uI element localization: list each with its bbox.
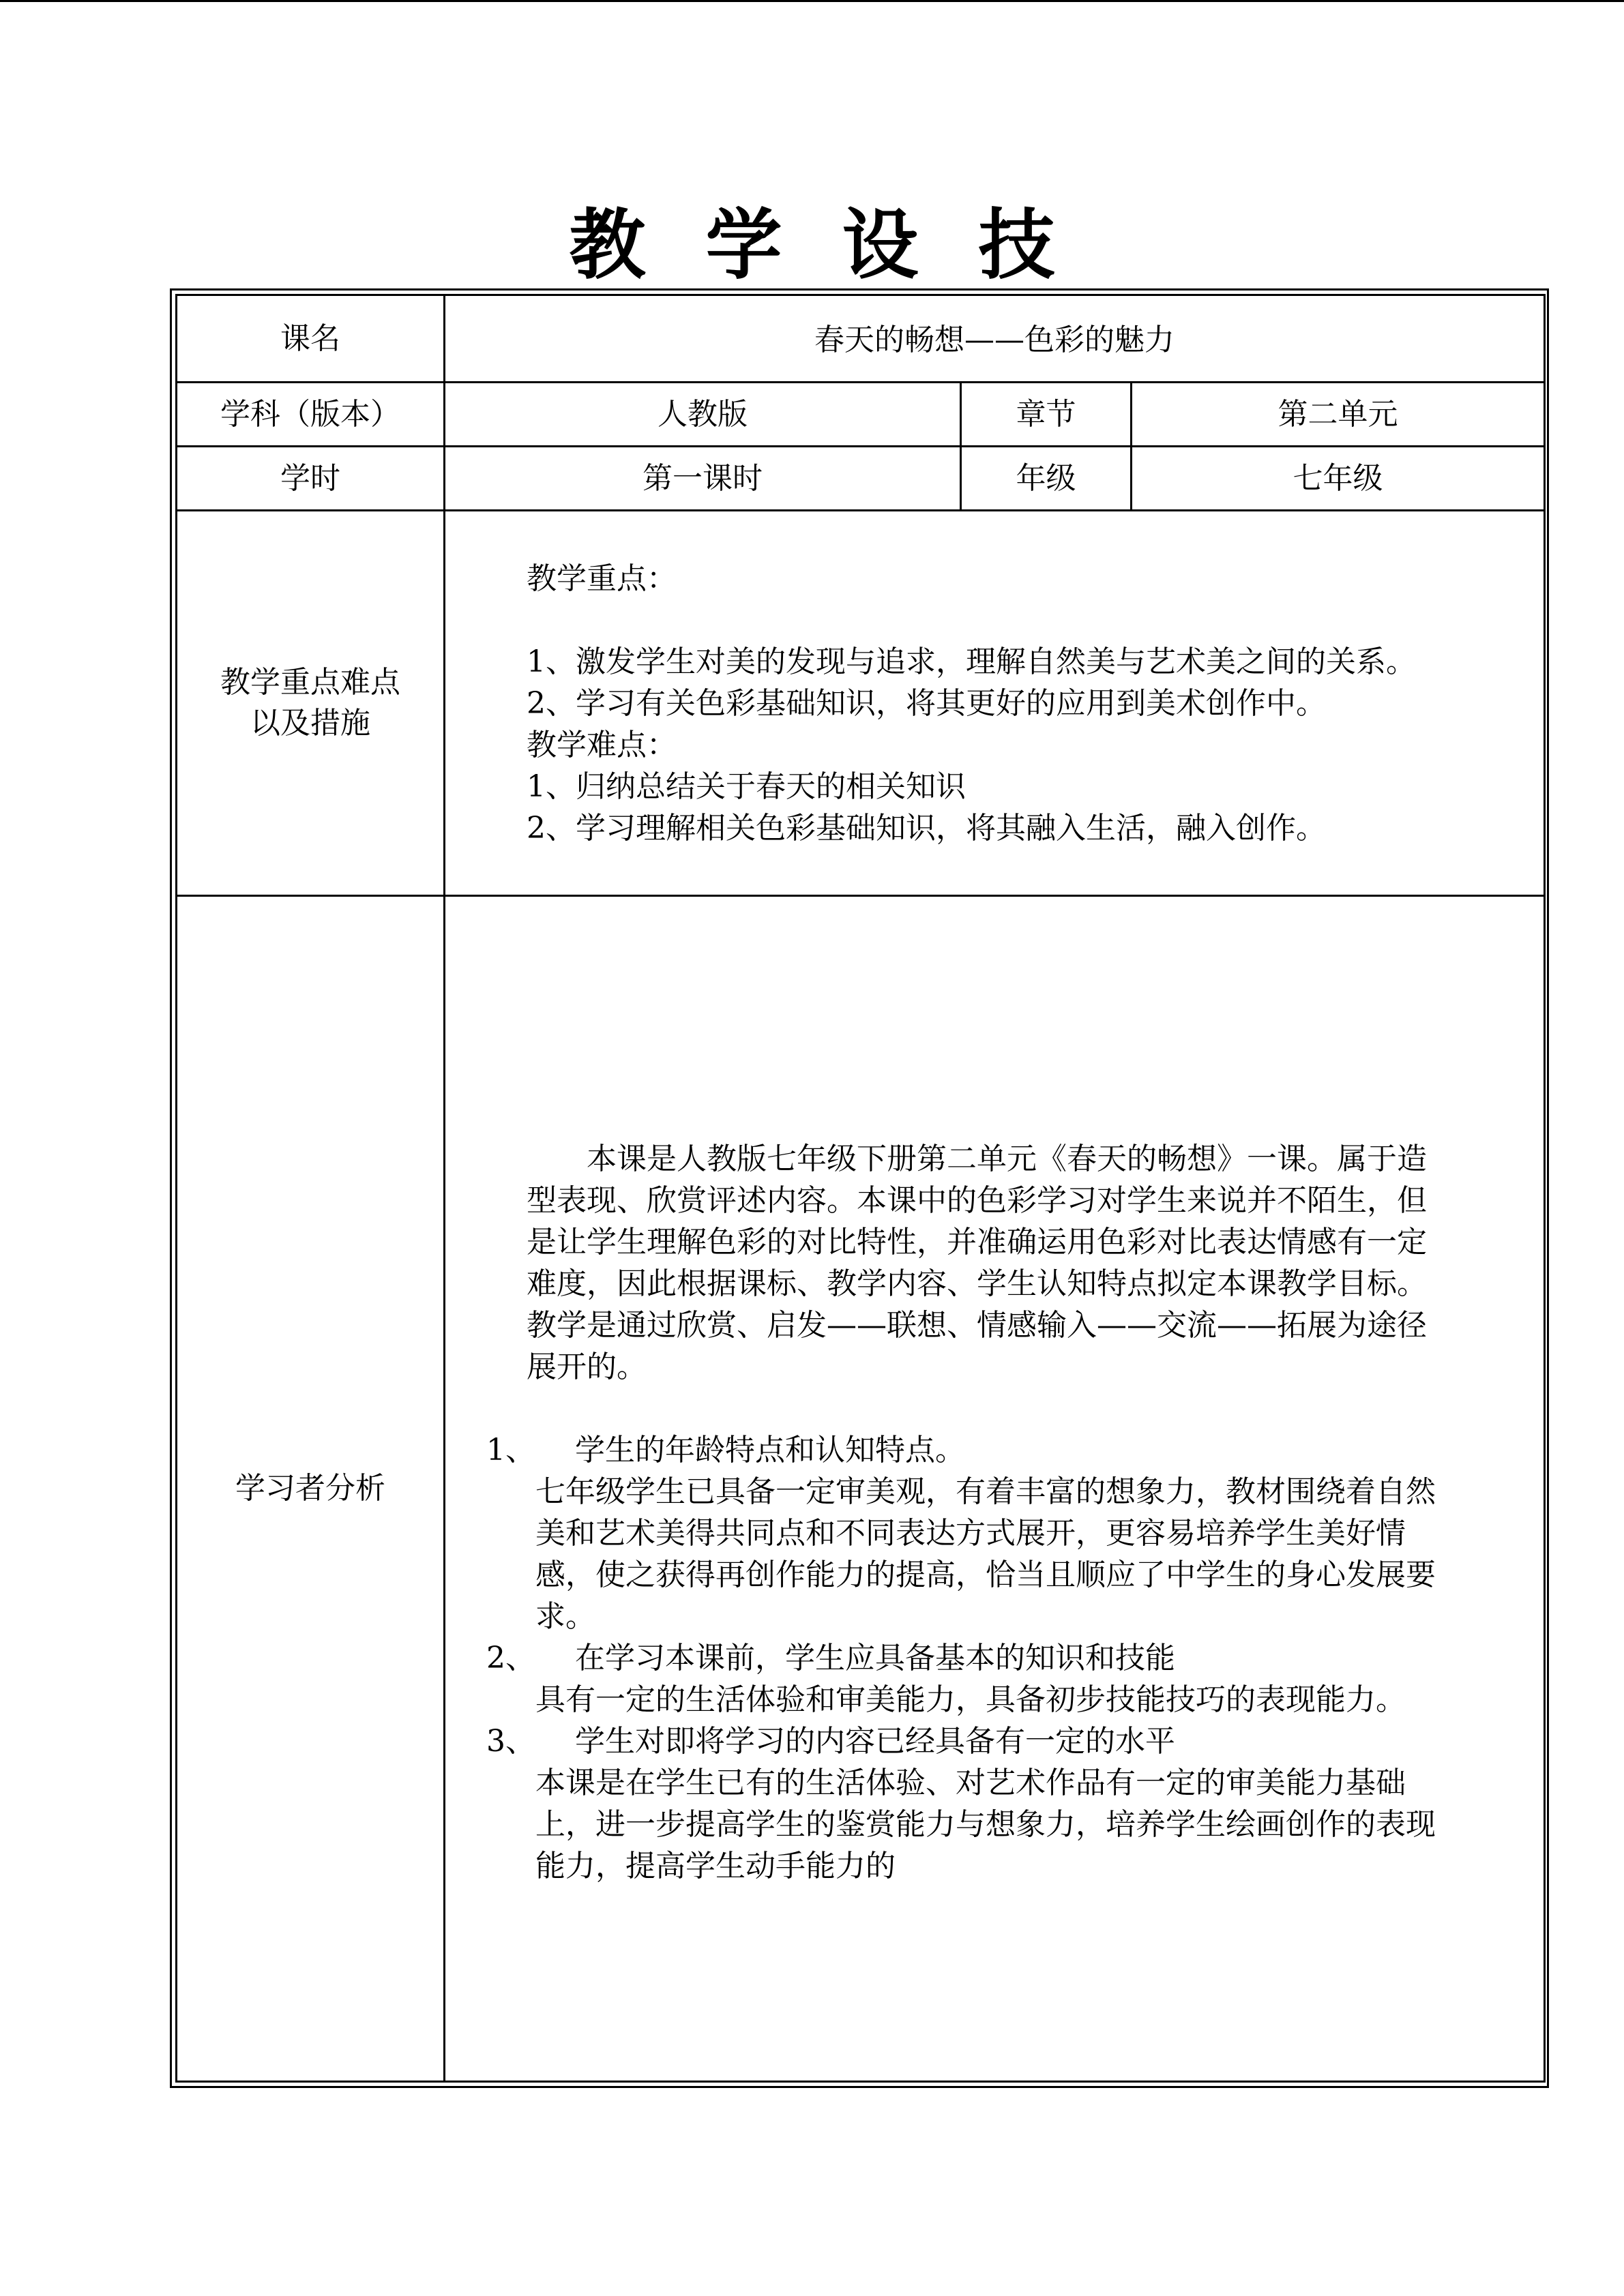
title-char: 教: [569, 201, 646, 290]
period-label: 学时: [177, 447, 445, 511]
key-point-item: 1、激发学生对美的发现与追求，理解自然美与艺术美之间的关系。: [527, 644, 1416, 679]
focus-label: [177, 511, 445, 896]
difficult-point-item: 1、归纳总结关于春天的相关知识: [527, 769, 966, 804]
focus-label-line1: 教学重点难点: [220, 665, 400, 700]
chapter-label: 章节: [961, 383, 1132, 447]
item-number: 2、: [486, 1641, 535, 1675]
key-point-item: 2、学习有关色彩基础知识，将其更好的应用到美术创作中。: [527, 685, 1326, 721]
item-number: 1、: [486, 1433, 535, 1467]
row-learner-analysis: [177, 896, 1545, 2082]
title-char: 技: [978, 201, 1055, 290]
analysis-content: [445, 1090, 1544, 1887]
analysis-item-line: 本课是在学生已有的生活体验、对艺术作品有一定的审美能力基础: [535, 1765, 1406, 1800]
analysis-intro-line: 型表现、欣赏评述内容。本课中的色彩学习对学生来说并不陌生，但: [527, 1183, 1427, 1218]
grade-value: 七年级: [1132, 447, 1545, 511]
difficult-points-heading: 教学难点：: [527, 727, 677, 762]
blank-line: [527, 599, 1516, 641]
analysis-intro-line: 本课是人教版七年级下册第二单元《春天的畅想》一课。属于造: [587, 1142, 1427, 1176]
item-number: 3、: [486, 1724, 535, 1759]
analysis-item-line: 求。: [535, 1599, 595, 1634]
analysis-item-heading: [486, 1429, 1503, 1471]
subject-label: 学科（版本）: [177, 383, 445, 447]
top-border-line: [0, 0, 1624, 2]
analysis-item-line: 能力，提高学生动手能力的: [535, 1849, 896, 1883]
analysis-item-line: 七年级学生已具备一定审美观，有着丰富的想象力，教材围绕着自然: [535, 1474, 1436, 1509]
analysis-item-line: 感，使之获得再创作能力的提高，恰当且顺应了中学生的身心发展要: [535, 1557, 1436, 1592]
analysis-intro-line: 难度，因此根据课标、教学内容、学生认知特点拟定本课教学目标。: [527, 1266, 1427, 1301]
row-course-name: [177, 295, 1545, 383]
title-char: 设: [842, 201, 919, 290]
key-points-heading: 教学重点：: [527, 561, 677, 596]
analysis-item-line: 具有一定的生活体验和审美能力，具备初步技能技巧的表现能力。: [535, 1682, 1406, 1717]
item-title: 学生的年龄特点和认知特点。: [575, 1433, 965, 1467]
analysis-intro-line: 是让学生理解色彩的对比特性，并准确运用色彩对比表达情感有一定: [527, 1225, 1427, 1259]
subject-value: 人教版: [445, 383, 961, 447]
analysis-intro-line: 展开的。: [527, 1350, 647, 1384]
difficult-point-item: 2、学习理解相关色彩基础知识，将其融入生活，融入创作。: [527, 810, 1326, 846]
grade-label: 年级: [961, 447, 1132, 511]
analysis-item-line: 美和艺术美得共同点和不同表达方式展开，更容易培养学生美好情: [535, 1516, 1406, 1551]
chapter-value: 第二单元: [1132, 383, 1545, 447]
focus-content: [445, 558, 1544, 849]
analysis-intro-line: 教学是通过欣赏、启发——联想、情感输入——交流——拓展为途径: [527, 1308, 1427, 1343]
course-name-cell: [445, 295, 1545, 383]
period-value: 第一课时: [445, 447, 961, 511]
item-title: 在学习本课前，学生应具备基本的知识和技能: [575, 1641, 1175, 1675]
row-teaching-focus: [177, 511, 1545, 896]
course-name-label: 课名: [177, 295, 445, 383]
lesson-design-table: [175, 294, 1546, 2083]
item-title: 学生对即将学习的内容已经具备有一定的水平: [575, 1724, 1175, 1759]
analysis-item-heading: [486, 1720, 1503, 1762]
row-subject: [177, 383, 1545, 447]
course-name-value: 春天的畅想——色彩的魅力: [814, 322, 1175, 357]
row-period: [177, 447, 1545, 511]
title-char: 学: [705, 201, 782, 290]
focus-content-cell: [445, 511, 1545, 896]
blank-line: [486, 1388, 1503, 1429]
page-title: [0, 191, 1624, 300]
focus-label-line2: 以及措施: [250, 706, 370, 741]
analysis-item-line: 上，进一步提高学生的鉴赏能力与想象力，培养学生绘画创作的表现: [535, 1807, 1436, 1842]
analysis-item-heading: [486, 1637, 1503, 1679]
analysis-label: 学习者分析: [177, 896, 445, 2082]
analysis-content-cell: [445, 896, 1545, 2082]
